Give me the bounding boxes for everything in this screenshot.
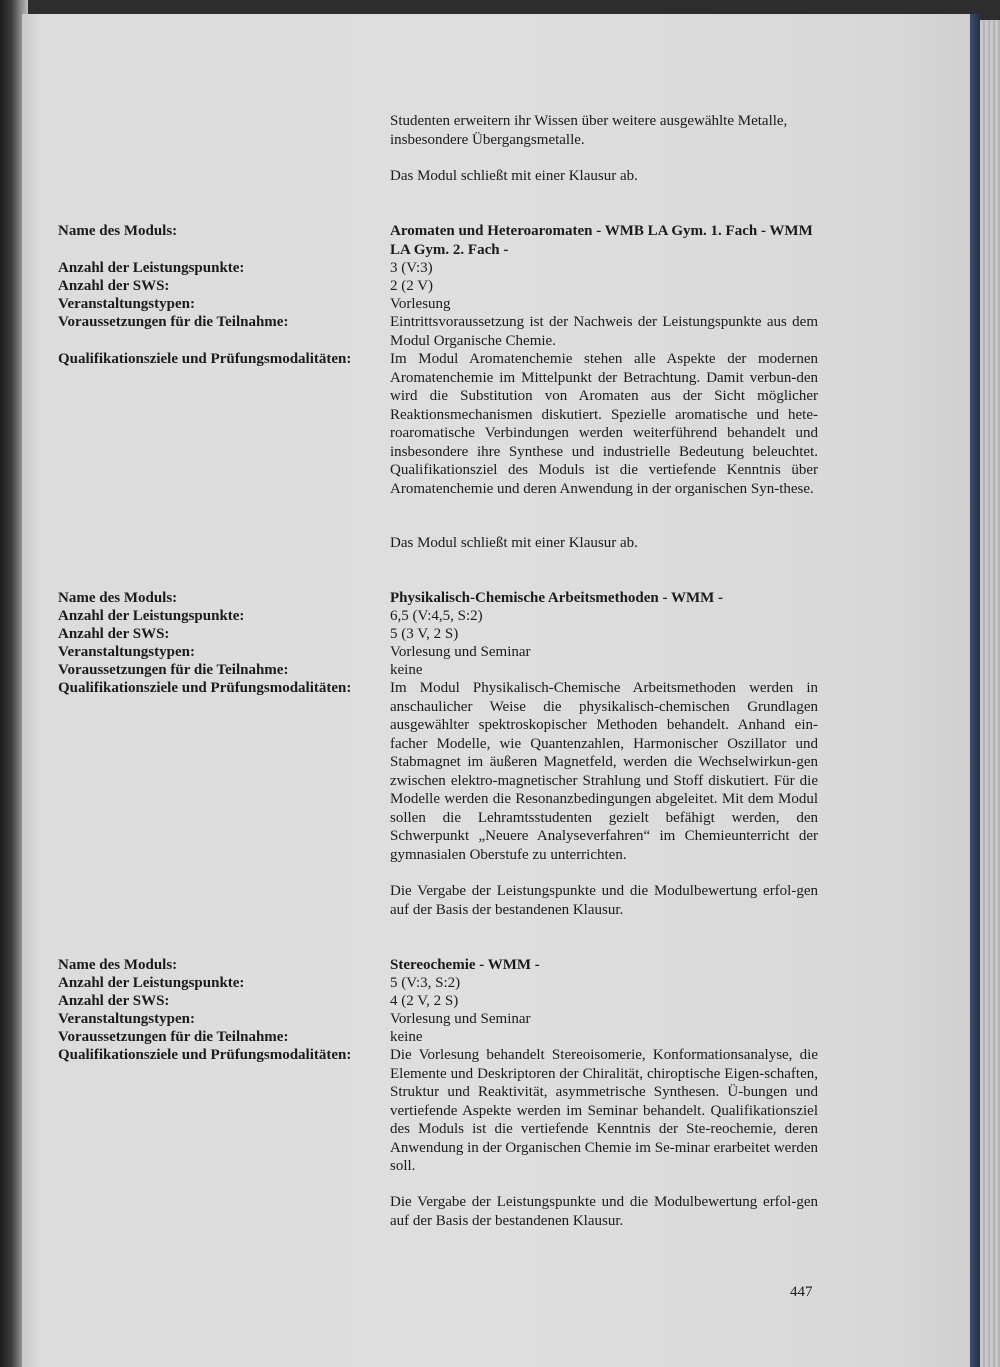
- m2-note: Die Vergabe der Leistungspunkte und die Modulbewertung erfol-gen auf der Basis der bestandenen Klausur.: [390, 883, 818, 918]
- m3-module-name: Stereochemie - WMM -: [390, 957, 540, 973]
- m1-label-sws: Anzahl der SWS:: [58, 278, 170, 294]
- m1-sws-value: 2 (2 V): [390, 278, 434, 294]
- m2-label-lp: Anzahl der Leistungspunkte:: [58, 608, 245, 624]
- m3-lp-value: 5 (V:3, S:2): [390, 975, 461, 991]
- m3-sws-value: 4 (2 V, 2 S): [390, 993, 459, 1009]
- m3-note: Die Vergabe der Leistungspunkte und die Modulbewertung erfol-gen auf der Basis der bestandenen Klausur.: [390, 1194, 818, 1229]
- m1-note: Das Modul schließt mit einer Klausur ab.: [390, 535, 638, 551]
- m2-vor-value: keine: [390, 662, 423, 678]
- m3-label-name: Name des Moduls:: [58, 957, 178, 973]
- m3-typ-value: Vorlesung und Seminar: [390, 1011, 531, 1027]
- m3-label-vor: Voraussetzungen für die Teilnahme:: [58, 1029, 289, 1045]
- m2-label-vor: Voraussetzungen für die Teilnahme:: [58, 662, 289, 678]
- intro-paragraph: Studenten erweitern ihr Wissen über weitere ausgewählte Metalle, insbesondere Übergangsmetalle.: [390, 113, 788, 148]
- m2-label-qual: Qualifikationsziele und Prüfungsmodalitäten:: [58, 680, 352, 696]
- m2-qual-value: Im Modul Physikalisch-Chemische Arbeitsmethoden werden in anschaulicher Weise die physikalisch-chemischen Grundlagen ausgewählter spektroskopischer Methoden behandelt. Anhand ein-facher Modelle, wie Quantenzahlen, Harmonischer Oszillator und Stabmagnet im äußeren Magnetfeld, werden die Wechselwirkun-gen zwischen elektro-magnetischer Strahlung und Stoff diskutiert. Für die Modelle werden die Resonanzbedingungen abgeleitet. Mit dem Modul sollen die Lehramtsstudenten gezielt befähigt werden, den Schwerpunkt „Neuere Analyseverfahren“ im Chemieunterricht der gymnasialen Oberstufe zu unterrichten.: [390, 680, 818, 863]
- m1-qual-value: Im Modul Aromatenchemie stehen alle Aspekte der modernen Aromatenchemie im Mittelpunkt der Betrachtung. Damit verbun-den wird die Substitution von Aromaten aus der Sicht möglicher Reaktionsmechanismen diskutiert. Spezielle aromatische und hete-roaromatische Verbindungen werden weiterführend behandelt und insbesondere ihre Synthese und industrielle Bedeutung beleuchtet. Qualifikationsziel des Moduls ist die vertiefende Kenntnis über Aromatenchemie und deren Anwendung in der organischen Syn-these.: [390, 351, 818, 497]
- m1-vor-value: Eintrittsvoraussetzung ist der Nachweis der Leistungspunkte aus dem Modul Organische Chemie.: [390, 314, 818, 349]
- m2-module-name: Physikalisch-Chemische Arbeitsmethoden - WMM -: [390, 590, 724, 606]
- m2-label-name: Name des Moduls:: [58, 590, 178, 606]
- m1-label-name: Name des Moduls:: [58, 223, 178, 239]
- m1-lp-value: 3 (V:3): [390, 260, 433, 276]
- m1-module-name: Aromaten und Heteroaromaten - WMB LA Gym. 1. Fach - WMM LA Gym. 2. Fach -: [390, 223, 813, 258]
- page-number: 447: [790, 1284, 813, 1300]
- m2-label-typ: Veranstaltungstypen:: [58, 644, 195, 660]
- m1-label-vor: Voraussetzungen für die Teilnahme:: [58, 314, 289, 330]
- m1-label-typ: Veranstaltungstypen:: [58, 296, 195, 312]
- m2-label-sws: Anzahl der SWS:: [58, 626, 170, 642]
- m1-typ-value: Vorlesung: [390, 296, 451, 312]
- intro-note: Das Modul schließt mit einer Klausur ab.: [390, 168, 638, 184]
- m3-qual-value: Die Vorlesung behandelt Stereoisomerie, Konformationsanalyse, die Elemente und Deskriptoren der Chiralität, chiroptische Eigen-schaften, Struktur und Reaktivität, asymmetrische Synthesen. Ü-bungen und vertiefende Aspekte werden im Seminar behandelt. Qualifikationsziel des Moduls ist die vertiefende Kenntnis der Ste-reochemie, deren Anwendung in der Organischen Chemie im Se-minar erarbeitet werden soll.: [390, 1047, 818, 1174]
- m3-label-sws: Anzahl der SWS:: [58, 993, 170, 1009]
- m3-label-lp: Anzahl der Leistungspunkte:: [58, 975, 245, 991]
- m3-label-typ: Veranstaltungstypen:: [58, 1011, 195, 1027]
- m2-sws-value: 5 (3 V, 2 S): [390, 626, 459, 642]
- m3-label-qual: Qualifikationsziele und Prüfungsmodalitäten:: [58, 1047, 352, 1063]
- m2-typ-value: Vorlesung und Seminar: [390, 644, 531, 660]
- m2-lp-value: 6,5 (V:4,5, S:2): [390, 608, 483, 624]
- m1-label-qual: Qualifikationsziele und Prüfungsmodalitäten:: [58, 351, 352, 367]
- m3-vor-value: keine: [390, 1029, 423, 1045]
- m1-label-lp: Anzahl der Leistungspunkte:: [58, 260, 245, 276]
